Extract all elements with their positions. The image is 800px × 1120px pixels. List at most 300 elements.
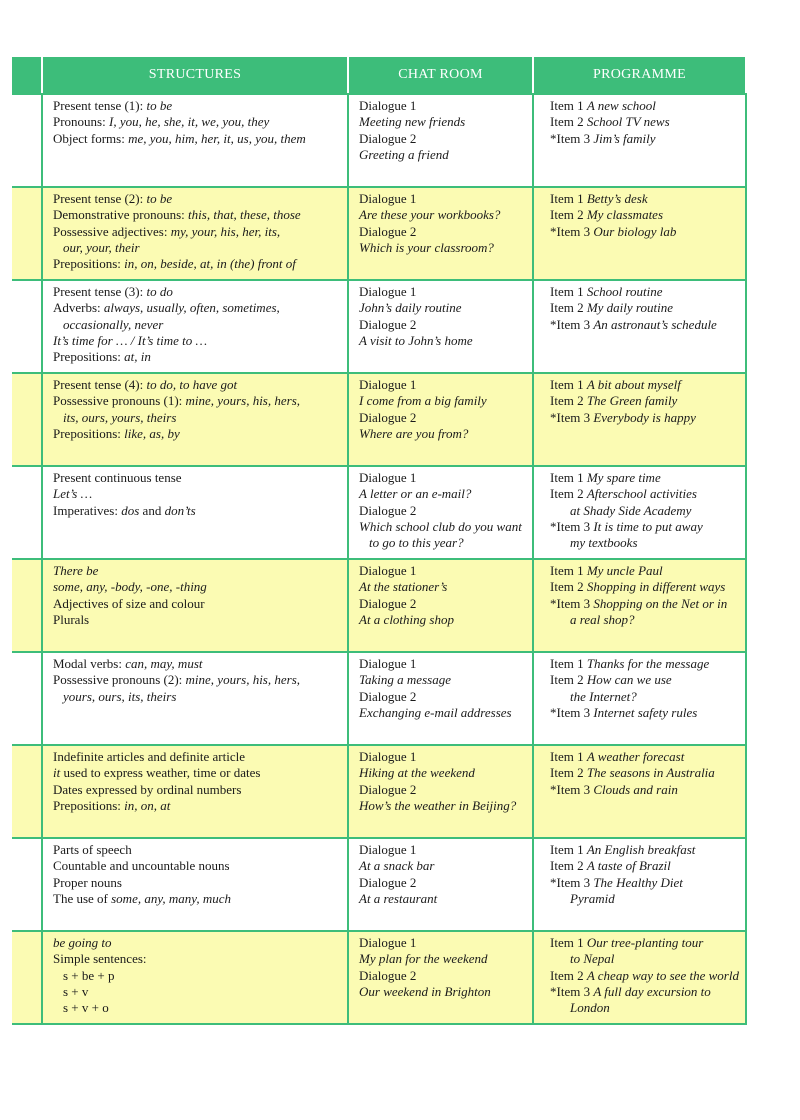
table-row (12, 94, 746, 187)
cell-line (550, 968, 739, 984)
syllabus-table-container (12, 55, 746, 1025)
cell-line (359, 393, 526, 409)
cell-line (53, 284, 341, 300)
text-segment: to do (146, 284, 173, 299)
text-segment: Dialogue 2 (359, 967, 417, 983)
chat-room-cell (348, 187, 533, 280)
text-segment: A new school (586, 98, 656, 113)
text-segment: Item 1 (550, 191, 587, 206)
text-segment: A weather forecast (586, 749, 685, 764)
structures-cell (42, 466, 348, 559)
cell-line (359, 765, 526, 781)
text-segment: mine, yours, his, hers, (185, 393, 300, 409)
text-segment: Item 2 (550, 486, 587, 502)
table-row (12, 373, 746, 466)
text-segment: Hiking at the weekend (359, 765, 475, 781)
text-segment: Parts of speech (53, 842, 132, 857)
cell-line (53, 842, 341, 858)
programme-cell (533, 373, 746, 466)
cell-line (550, 519, 739, 535)
text-segment: Present tense (2): (53, 191, 147, 206)
text-segment: Dialogue 1 (359, 563, 417, 578)
cell-line (53, 968, 341, 984)
table-row (12, 931, 746, 1024)
text-segment: *Item 3 (550, 781, 594, 797)
text-segment: Jim’s family (593, 130, 656, 146)
text-segment: Adjectives of size and colour (53, 595, 205, 611)
cell-line (359, 535, 526, 551)
cell-line (359, 114, 526, 130)
cell-line (53, 858, 341, 874)
cell-line (53, 349, 341, 365)
text-segment: Dialogue 1 (359, 656, 417, 671)
text-segment: yours, ours, its, theirs (63, 688, 177, 704)
text-segment: Internet safety rules (593, 704, 698, 720)
header-row (12, 56, 746, 94)
structures-cell (42, 652, 348, 745)
text-segment: Item 2 (550, 967, 587, 983)
text-segment: Item 1 (550, 284, 587, 299)
text-segment: mine, yours, his, hers, (185, 672, 300, 688)
cell-line (550, 984, 739, 1000)
text-segment: Item 1 (550, 749, 587, 764)
text-segment: An English breakfast (586, 842, 696, 857)
syllabus-table (12, 55, 747, 1025)
table-row (12, 652, 746, 745)
text-segment: Item 2 (550, 207, 587, 223)
text-segment: Dialogue 1 (359, 749, 417, 764)
cell-line (550, 749, 739, 765)
cell-line (550, 935, 739, 951)
cell-line (359, 782, 526, 798)
cell-line (359, 191, 526, 207)
row-margin-cell (12, 187, 42, 280)
text-segment: Item 1 (550, 98, 587, 113)
cell-line (550, 1000, 739, 1016)
cell-line (53, 765, 341, 781)
cell-line (53, 749, 341, 765)
header-blank-cell (12, 56, 42, 94)
programme-cell (533, 838, 746, 931)
text-segment: Betty’s desk (586, 191, 648, 206)
row-margin-cell (12, 94, 42, 187)
row-margin-cell (12, 466, 42, 559)
cell-line (359, 284, 526, 300)
text-segment: Dialogue 1 (359, 470, 417, 485)
text-segment: its, ours, yours, theirs (63, 409, 177, 425)
cell-line (359, 612, 526, 628)
cell-line (53, 224, 341, 240)
text-segment: Dialogue 1 (359, 98, 417, 113)
text-segment: the Internet? (570, 688, 637, 704)
cell-line (550, 612, 739, 628)
text-segment: Meeting new friends (359, 114, 466, 130)
cell-line (359, 300, 526, 316)
text-segment: Item 1 (550, 935, 587, 950)
text-segment: Possessive adjectives: (53, 223, 171, 239)
text-segment: Proper nouns (53, 874, 122, 890)
cell-line (359, 842, 526, 858)
programme-cell (533, 652, 746, 745)
text-segment: Item 1 (550, 656, 587, 671)
cell-line (53, 1000, 341, 1016)
text-segment: at Shady Side Academy (570, 502, 692, 518)
cell-line (550, 891, 739, 907)
text-segment: Adverbs: (53, 300, 104, 316)
cell-line (53, 689, 341, 705)
structures-cell (42, 373, 348, 466)
cell-line (359, 317, 526, 333)
text-segment: *Item 3 (550, 409, 594, 425)
structures-cell (42, 745, 348, 838)
chat-room-cell (348, 931, 533, 1024)
table-row (12, 559, 746, 652)
structures-cell (42, 559, 348, 652)
structures-cell (42, 187, 348, 280)
cell-line (53, 984, 341, 1000)
text-segment: My classmates (586, 207, 664, 223)
cell-line (550, 782, 739, 798)
table-row (12, 745, 746, 838)
text-segment: Item 2 (550, 579, 587, 595)
text-segment: Dialogue 1 (359, 284, 417, 299)
text-segment: Pyramid (570, 890, 615, 906)
cell-line (359, 519, 526, 535)
structures-cell (42, 280, 348, 373)
cell-line (359, 579, 526, 595)
cell-line (550, 98, 739, 114)
text-segment: Possessive pronouns (2): (53, 672, 186, 688)
cell-line (550, 875, 739, 891)
text-segment: our, your, their (63, 239, 140, 255)
chat-room-cell (348, 373, 533, 466)
row-margin-cell (12, 745, 42, 838)
text-segment: My daily routine (586, 300, 673, 316)
text-segment: Our weekend in Brighton (359, 983, 491, 999)
cell-line (359, 503, 526, 519)
text-segment: It’s time for … / It’s time to … (53, 332, 208, 348)
text-segment: Taking a message (359, 672, 451, 688)
text-segment: always, usually, often, sometimes, (103, 300, 280, 316)
cell-line (359, 935, 526, 951)
programme-cell (533, 94, 746, 187)
cell-line (550, 656, 739, 672)
cell-line (53, 875, 341, 891)
text-segment: a real shop? (570, 611, 635, 627)
cell-line (359, 98, 526, 114)
structures-cell (42, 838, 348, 931)
text-segment: used to express weather, time or dates (60, 765, 261, 781)
text-segment: don’ts (164, 502, 196, 518)
table-row (12, 280, 746, 373)
programme-cell (533, 931, 746, 1024)
text-segment: to be (146, 191, 173, 206)
text-segment: Dialogue 2 (359, 874, 417, 890)
text-segment: An astronaut’s schedule (593, 316, 717, 332)
text-segment: Present tense (4): (53, 377, 147, 392)
cell-line (550, 300, 739, 316)
cell-line (53, 503, 341, 519)
text-segment: Afterschool activities (586, 486, 697, 502)
text-segment: *Item 3 (550, 704, 594, 720)
cell-line (53, 256, 341, 272)
text-segment: s + v + o (63, 1000, 109, 1016)
text-segment: can, may, must (125, 656, 203, 671)
text-segment: Item 2 (550, 672, 587, 688)
text-segment: *Item 3 (550, 223, 594, 239)
text-segment: Dates expressed by ordinal numbers (53, 781, 242, 797)
text-segment: Item 2 (550, 858, 587, 874)
text-segment: Item 2 (550, 300, 587, 316)
cell-line (359, 240, 526, 256)
cell-line (550, 191, 739, 207)
text-segment: My spare time (586, 470, 661, 485)
text-segment: Our biology lab (593, 223, 677, 239)
text-segment: this, that, these, those (188, 207, 301, 223)
text-segment: in, on, at (124, 797, 171, 813)
cell-line (359, 224, 526, 240)
text-segment: Which school club do you want (359, 518, 522, 534)
cell-line (359, 798, 526, 814)
cell-line (53, 317, 341, 333)
cell-line (53, 486, 341, 502)
text-segment: A full day excursion to (593, 983, 711, 999)
cell-line (359, 656, 526, 672)
text-segment: Thanks for the message (586, 656, 710, 671)
cell-line (550, 486, 739, 502)
text-segment: Indefinite articles and definite article (53, 749, 246, 764)
chat-room-cell (348, 652, 533, 745)
text-segment: Simple sentences: (53, 951, 147, 967)
text-segment: Item 1 (550, 842, 587, 857)
cell-line (550, 393, 739, 409)
text-segment: Dialogue 2 (359, 781, 417, 797)
cell-line (53, 935, 341, 951)
text-segment: *Item 3 (550, 595, 594, 611)
cell-line (359, 377, 526, 393)
text-segment: Prepositions: (53, 797, 125, 813)
cell-line (550, 207, 739, 223)
text-segment: Dialogue 2 (359, 688, 417, 704)
text-segment: At the stationer’s (359, 579, 448, 595)
chat-room-cell (348, 745, 533, 838)
text-segment: like, as, by (124, 425, 180, 441)
text-segment: my textbooks (570, 535, 638, 551)
cell-line (53, 410, 341, 426)
cell-line (550, 765, 739, 781)
text-segment: *Item 3 (550, 518, 594, 534)
programme-cell (533, 280, 746, 373)
cell-line (53, 191, 341, 207)
text-segment: Clouds and rain (593, 781, 678, 797)
cell-line (359, 749, 526, 765)
cell-line (359, 410, 526, 426)
text-segment: Dialogue 1 (359, 191, 417, 206)
row-margin-cell (12, 931, 42, 1024)
text-segment: Dialogue 2 (359, 502, 417, 518)
cell-line (550, 114, 739, 130)
text-segment: It is time to put away (593, 518, 703, 534)
cell-line (53, 240, 341, 256)
cell-line (359, 875, 526, 891)
cell-line (359, 147, 526, 163)
text-segment: A letter or an e-mail? (359, 486, 472, 502)
text-segment: to go to this year? (369, 535, 464, 551)
text-segment: John’s daily routine (359, 300, 462, 316)
cell-line (53, 579, 341, 595)
cell-line (359, 858, 526, 874)
text-segment: Dialogue 2 (359, 130, 417, 146)
text-segment: be going to (53, 935, 112, 950)
text-segment: Which is your classroom? (359, 239, 494, 255)
text-segment: Demonstrative pronouns: (53, 207, 189, 223)
text-segment: to do, to have got (146, 377, 238, 392)
text-segment: Exchanging e-mail addresses (359, 704, 512, 720)
text-segment: How’s the weather in Beijing? (359, 797, 517, 813)
text-segment: Let’s … (53, 486, 93, 502)
chat-room-cell (348, 280, 533, 373)
text-segment: Pronouns: (53, 114, 109, 130)
text-segment: Shopping on the Net or in (593, 595, 728, 611)
text-segment: Everybody is happy (593, 409, 696, 425)
text-segment: me, you, him, her, it, us, you, them (128, 130, 306, 146)
text-segment: A taste of Brazil (586, 858, 671, 874)
text-segment: at, in (124, 349, 151, 365)
text-segment: in, on, beside, at, in (the) front of (124, 256, 296, 272)
text-segment: My uncle Paul (586, 563, 663, 578)
cell-line (53, 951, 341, 967)
text-segment: Dialogue 2 (359, 223, 417, 239)
text-segment: *Item 3 (550, 130, 594, 146)
text-segment: Greeting a friend (359, 146, 449, 162)
text-segment: The Green family (586, 393, 678, 409)
text-segment: to be (146, 98, 173, 113)
text-segment: and (139, 502, 165, 518)
row-margin-cell (12, 280, 42, 373)
cell-line (550, 858, 739, 874)
text-segment: The use of (53, 890, 112, 906)
row-margin-cell (12, 559, 42, 652)
text-segment: Where are you from? (359, 425, 469, 441)
cell-line (550, 410, 739, 426)
text-segment: I, you, he, she, it, we, you, they (108, 114, 270, 130)
cell-line (359, 951, 526, 967)
cell-line (53, 131, 341, 147)
cell-line (53, 656, 341, 672)
programme-cell (533, 745, 746, 838)
cell-line (53, 563, 341, 579)
text-segment: to Nepal (570, 951, 615, 967)
cell-line (550, 224, 739, 240)
cell-line (359, 426, 526, 442)
cell-line (53, 612, 341, 628)
cell-line (53, 798, 341, 814)
text-segment: Dialogue 2 (359, 595, 417, 611)
text-segment: London (570, 1000, 610, 1016)
cell-line (53, 393, 341, 409)
text-segment: Item 1 (550, 563, 587, 578)
text-segment: Dialogue 1 (359, 935, 417, 950)
text-segment: School routine (586, 284, 663, 299)
text-segment: School TV news (586, 114, 670, 130)
text-segment: Dialogue 1 (359, 842, 417, 857)
cell-line (53, 300, 341, 316)
text-segment: *Item 3 (550, 874, 594, 890)
cell-line (550, 951, 739, 967)
cell-line (550, 535, 739, 551)
text-segment: My plan for the weekend (359, 951, 488, 967)
text-segment: dos (121, 502, 140, 518)
cell-line (550, 705, 739, 721)
cell-line (359, 689, 526, 705)
text-segment: Dialogue 2 (359, 409, 417, 425)
cell-line (550, 563, 739, 579)
table-row (12, 838, 746, 931)
text-segment: some, any, -body, -one, -thing (53, 579, 207, 595)
text-segment: A visit to John’s home (359, 332, 473, 348)
text-segment: Object forms: (53, 130, 129, 146)
structures-cell (42, 931, 348, 1024)
text-segment: The seasons in Australia (586, 765, 715, 781)
cell-line (550, 689, 739, 705)
chat-room-cell (348, 94, 533, 187)
programme-cell (533, 187, 746, 280)
chat-room-cell (348, 466, 533, 559)
text-segment: A cheap way to see the world (586, 967, 739, 983)
table-row (12, 466, 746, 559)
cell-line (359, 968, 526, 984)
chat-room-cell (348, 559, 533, 652)
text-segment: *Item 3 (550, 983, 594, 999)
text-segment: At a snack bar (359, 858, 435, 874)
cell-line (359, 470, 526, 486)
cell-line (359, 705, 526, 721)
text-segment: There be (53, 563, 99, 578)
row-margin-cell (12, 373, 42, 466)
cell-line (359, 333, 526, 349)
text-segment: I come from a big family (359, 393, 487, 409)
cell-line (550, 131, 739, 147)
text-segment: it (53, 765, 61, 781)
cell-line (359, 984, 526, 1000)
cell-line (359, 486, 526, 502)
cell-line (550, 470, 739, 486)
cell-line (53, 333, 341, 349)
text-segment: occasionally, never (63, 316, 164, 332)
cell-line (359, 131, 526, 147)
row-margin-cell (12, 652, 42, 745)
cell-line (359, 596, 526, 612)
cell-line (359, 207, 526, 223)
text-segment: Possessive pronouns (1): (53, 393, 186, 409)
cell-line (550, 596, 739, 612)
text-segment: How can we use (586, 672, 672, 688)
text-segment: Item 2 (550, 765, 587, 781)
text-segment: Modal verbs: (53, 656, 126, 671)
syllabus-body (12, 94, 746, 1024)
cell-line (550, 579, 739, 595)
text-segment: Item 1 (550, 377, 587, 392)
text-segment: *Item 3 (550, 316, 594, 332)
text-segment: At a restaurant (359, 890, 438, 906)
cell-line (53, 470, 341, 486)
row-margin-cell (12, 838, 42, 931)
cell-line (550, 503, 739, 519)
text-segment: s + be + p (63, 967, 115, 983)
cell-line (53, 207, 341, 223)
cell-line (53, 672, 341, 688)
table-row (12, 187, 746, 280)
